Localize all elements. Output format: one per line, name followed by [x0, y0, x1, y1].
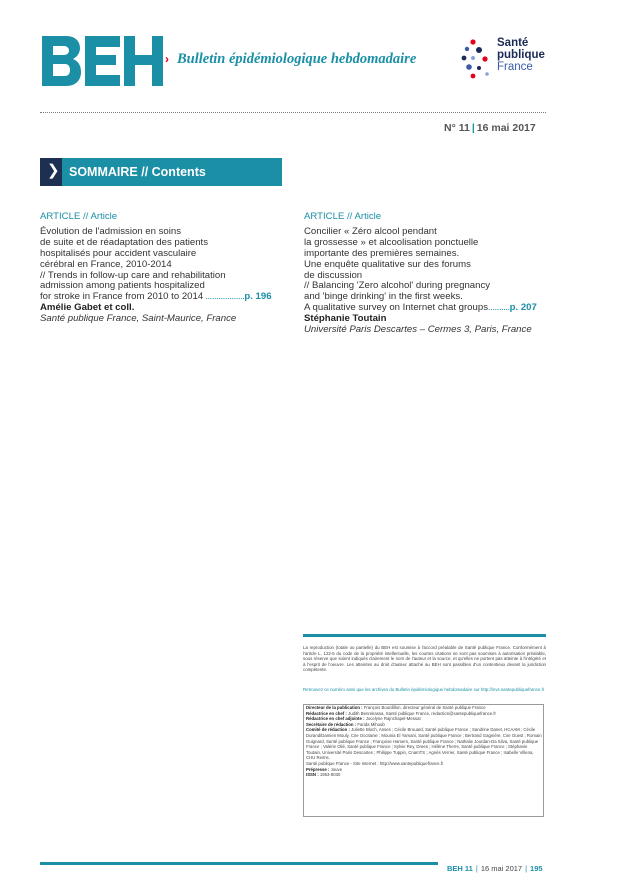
masthead-row: [306, 727, 543, 761]
article-title-line: // Trends in follow-up care and rehabilitation: [40, 269, 226, 281]
beh-logo: [40, 34, 166, 88]
issue-info: [444, 122, 536, 134]
masthead-row: [306, 772, 543, 778]
masthead-text: Farida Mihoub: [357, 721, 385, 727]
footer-divider: [40, 862, 438, 865]
masthead-label: ISSN :: [306, 772, 319, 778]
footer-separator: |: [475, 864, 478, 873]
article-page-link[interactable]: p. 196: [244, 291, 272, 303]
issue-separator: |: [471, 122, 475, 134]
masthead-text: Jocelyne Rajnchapel-Messaï: [365, 716, 421, 722]
legal-divider: [303, 634, 546, 637]
article-title-line: importante des premières semaines.: [304, 247, 460, 259]
logo-arrow-icon: ›: [165, 52, 169, 66]
masthead-text: 1953-8030: [319, 772, 341, 778]
masthead-box: [303, 704, 544, 817]
masthead-text: Judith Benrekassa, Santé publique France, redaction@santepubliquefrance.fr: [348, 710, 496, 716]
partner-name: [497, 37, 545, 73]
article-title-line: Une enquête qualitative sur des forums: [304, 258, 471, 270]
partner-line-3: France: [497, 61, 533, 73]
article-affiliation: Santé publique France, Saint-Maurice, France: [40, 313, 237, 325]
archives-notice[interactable]: Retrouvez ce numéro ainsi que les archives du Bulletin épidémiologique hebdomadaire sur http://invs.santepubliquefrance.fr: [303, 687, 545, 692]
footer-journal: BEH 11: [447, 864, 473, 873]
masthead-label: Rédactrice en chef adjointe :: [306, 716, 365, 722]
leader-dots: ..........: [488, 302, 510, 314]
publication-title: Bulletin épidémiologique hebdomadaire: [177, 51, 417, 67]
article-entry[interactable]: [40, 212, 290, 325]
issue-date: 16 mai 2017: [476, 122, 536, 134]
article-title-line: de suite et de réadaptation des patients: [40, 236, 209, 248]
article-title-end: for stroke in France from 2010 to 2014: [40, 291, 204, 303]
article-authors: Amélie Gabet et coll.: [40, 302, 135, 314]
article-title-line: hospitalisés pour accident vasculaire: [40, 247, 197, 259]
issue-number: N° 11: [444, 122, 470, 134]
legal-notice: La reproduction (totale ou partielle) du BEH est soumise à l'accord préalable de Santé publique France. Conformément à l'article L. 122-5 du code de la propriété intellectuelle, les courtes citations ne sont pas soumises à autorisation préalable, sous réserve que soient indiqués clairement le nom de l'auteur et la source, et qu'elles ne portent pas atteinte à l'intégrité et à l'esprit de l'oeuvre. Les atteintes au droit d'auteur attaché au BEH sont passibles d'un contentieux devant la juridiction compétente.: [303, 645, 546, 673]
partner-line-2: publique: [497, 49, 545, 61]
beh-logo-text: BEH: [40, 34, 43, 35]
masthead-text: Jouve: [330, 766, 343, 772]
masthead-text: Juliette Bloch, Anses ; Cécile Brouard, Santé publique France ; Sandrine Danet, HCAAM ; Cécile Durand/Damien Mouly, Cire Occitanie ; Mounia El Yamani, Santé publique France ; Bertrand Gagnière, Cire Ouest ; Romain Guignard, Santé publique France ; Françoise Hamers, Santé publique France ; Nathalie Jourdan-Da Silva, Santé publique France ; Valérie Olié, Santé publique France ; Sylvie Rey, Drees ; Hélène Therre, Santé publique France ; Stéphanie Toutain, Université Paris Descartes ; Philippe Tuppin, CnamTS ; Agnès Verrier, Santé publique France ; Isabelle Villena, CHU Reims.: [306, 727, 542, 761]
article-title-line: cérébral en France, 2010-2014: [40, 258, 172, 270]
footer-separator: |: [525, 864, 528, 873]
masthead-label: Secrétaire de rédaction :: [306, 721, 357, 727]
masthead-label: Rédactrice en chef :: [306, 710, 347, 716]
article-title-line: and 'binge drinking' in the first weeks.: [304, 291, 463, 303]
header-divider: [40, 112, 546, 113]
masthead-text: François Bourdillon, directeur général de Santé publique France: [363, 705, 486, 710]
article-kicker: ARTICLE // Article: [40, 211, 118, 222]
leader-dots: ..................: [203, 291, 245, 303]
footer-date: 16 mai 2017: [480, 864, 523, 873]
article-title-line: admission among patients hospitalized: [40, 280, 205, 292]
article-title-line: Évolution de l'admission en soins: [40, 225, 182, 237]
article-page-link[interactable]: p. 207: [509, 302, 537, 314]
sante-publique-france-logo-icon: [461, 38, 495, 82]
article-kicker: ARTICLE // Article: [304, 211, 382, 222]
masthead-label: Prépresse :: [306, 766, 330, 772]
sommaire-label: SOMMAIRE // Contents: [69, 165, 206, 179]
footer-page-number: 195: [530, 864, 543, 873]
masthead-label: Comité de rédaction :: [306, 727, 350, 733]
article-affiliation: Université Paris Descartes – Cermes 3, Paris, France: [304, 324, 532, 336]
article-authors: Stéphanie Toutain: [304, 313, 387, 325]
article-title-line: de discussion: [304, 269, 363, 281]
article-title-end: A qualitative survey on Internet chat groups: [304, 302, 488, 314]
article-entry[interactable]: [304, 212, 554, 336]
masthead-label: Directeur de la publication :: [306, 705, 363, 710]
masthead-text: Santé publique France - Site Internet : http://www.santepubliquefrance.fr: [306, 760, 444, 766]
article-title-line: la grossesse » et alcoolisation ponctuelle: [304, 236, 479, 248]
article-title-line: // Balancing 'Zero alcohol' during pregnancy: [304, 280, 491, 292]
partner-line-1: Santé: [497, 37, 529, 49]
article-title-line: Concilier « Zéro alcool pendant: [304, 225, 437, 237]
chevron-right-icon: ❯: [47, 162, 60, 179]
page-footer: [447, 864, 543, 873]
